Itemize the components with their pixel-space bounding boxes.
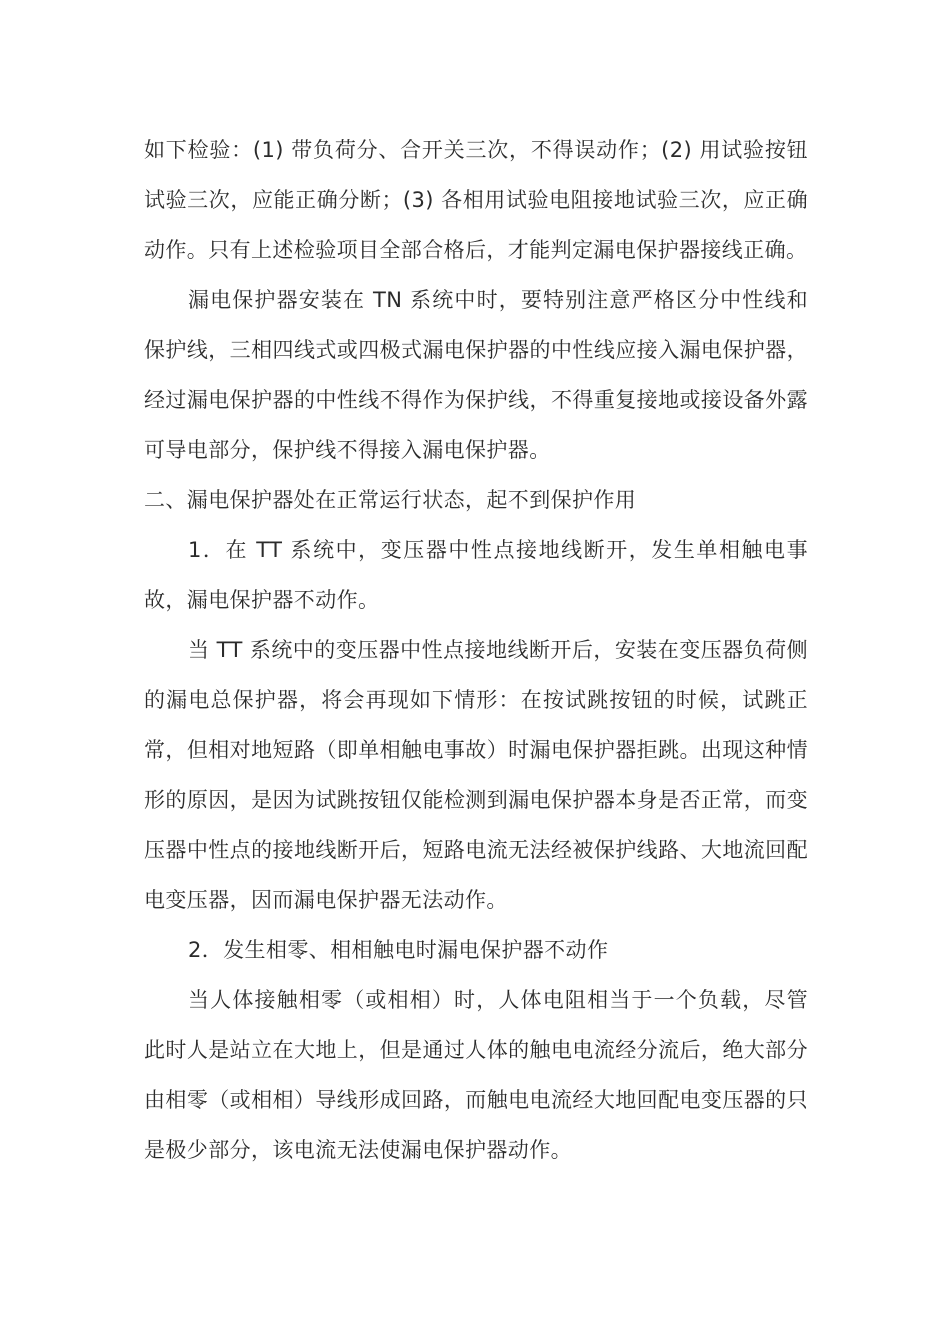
paragraph-tt-explanation: 当 TT 系统中的变压器中性点接地线断开后，安装在变压器负荷侧的漏电总保护器，将会再现如下情形：在按试跳按钮的时候，试跳正常，但相对地短路（即单相触电事故）时漏电保护器拒跳。出现这种情形的原因，是因为试跳按钮仅能检测到漏电保护器本身是否正常，而变压器中性点的接地线断开后，短路电流无法经被保护线路、大地流回配电变压器，因而漏电保护器无法动作。 xyxy=(144,638,808,912)
section-heading-two: 二、漏电保护器处在正常运行状态，起不到保护作用 xyxy=(144,488,637,512)
paragraph-phase-explanation: 当人体接触相零（或相相）时，人体电阻相当于一个负载，尽管此时人是站立在大地上，但是通过人体的触电电流经分流后，绝大部分由相零（或相相）导线形成回路，而触电电流经大地回配电变压器的只是极少部分，该电流无法使漏电保护器动作。 xyxy=(144,988,808,1162)
subheading-phase-contact: 2．发生相零、相相触电时漏电保护器不动作 xyxy=(188,938,609,962)
subheading-tt-system: 1．在 TT 系统中，变压器中性点接地线断开，发生单相触电事故，漏电保护器不动作。 xyxy=(144,538,808,612)
paragraph-tn-system: 漏电保护器安装在 TN 系统中时，要特别注意严格区分中性线和保护线，三相四线式或四极式漏电保护器的中性线应接入漏电保护器，经过漏电保护器的中性线不得作为保护线，不得重复接地或接设备外露可导电部分，保护线不得接入漏电保护器。 xyxy=(144,288,808,462)
paragraph-inspection-continued: 如下检验：(1) 带负荷分、合开关三次，不得误动作；(2) 用试验按钮试验三次，应能正确分断；(3) 各相用试验电阻接地试验三次，应正确动作。只有上述检验项目全部合格后，才能判定漏电保护器接线正确。 xyxy=(144,138,808,262)
document-body xyxy=(144,125,808,1175)
